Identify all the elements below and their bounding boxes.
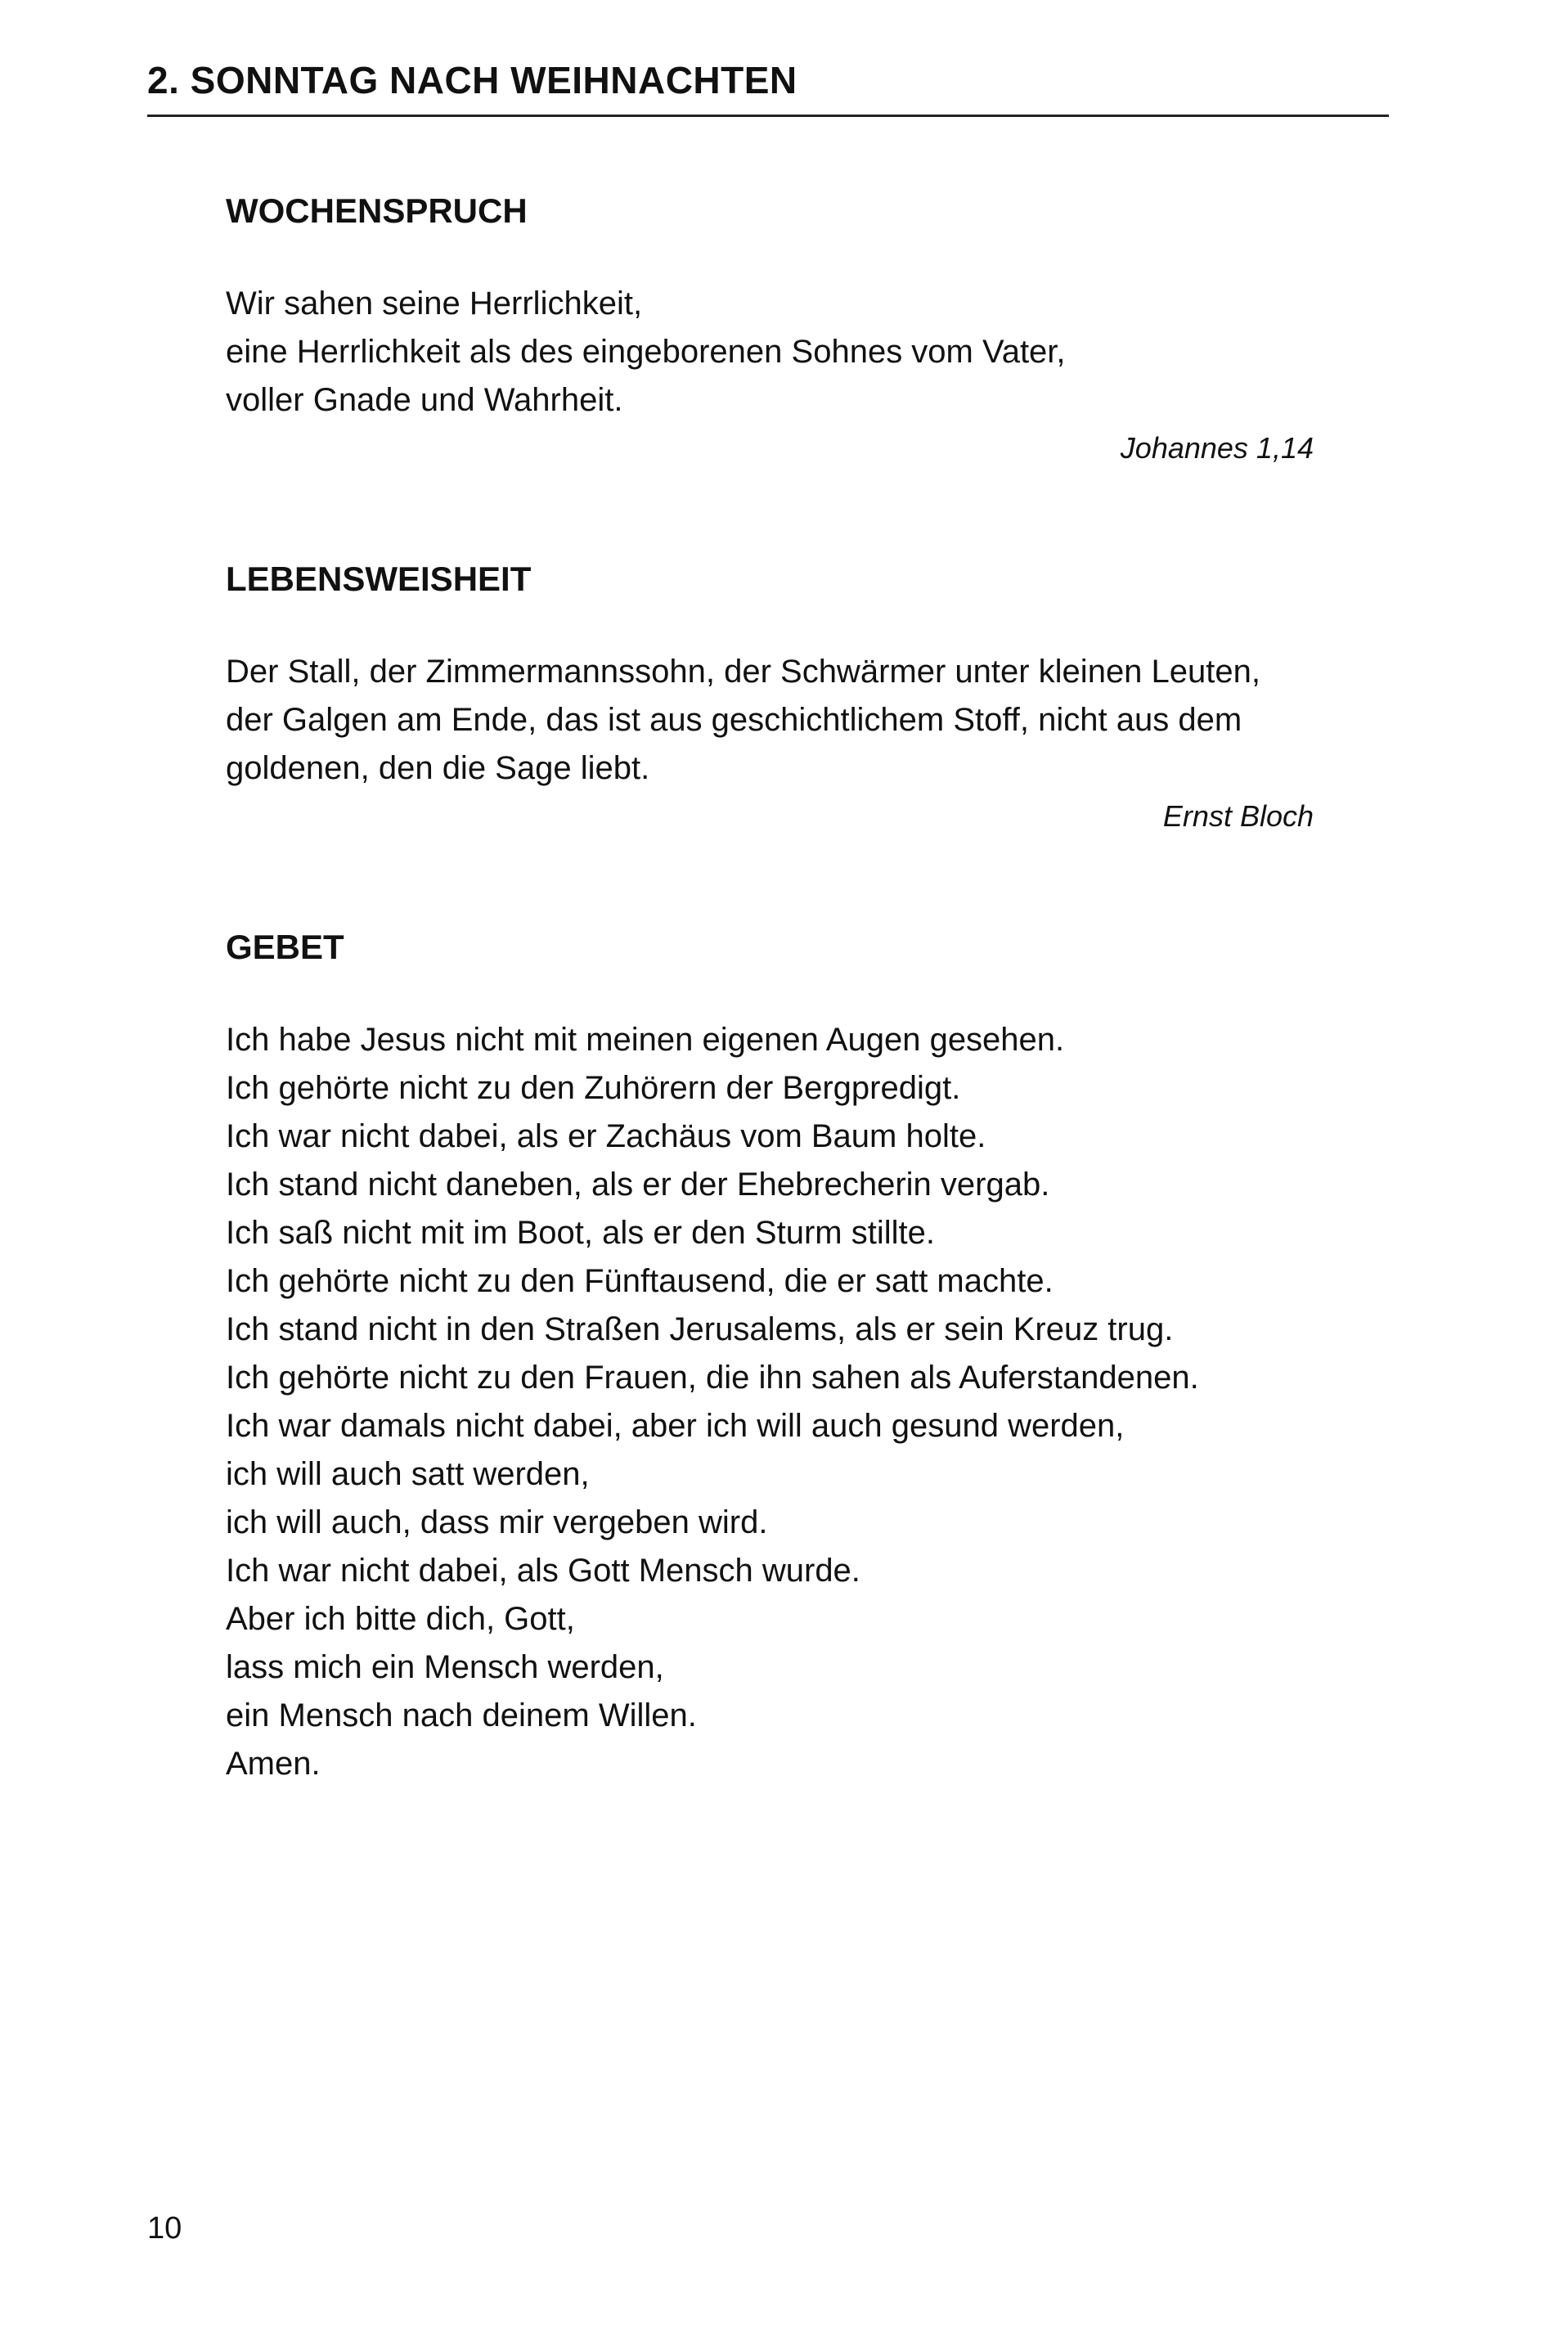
page-number: 10 <box>147 2211 182 2246</box>
text-line: ich will auch, dass mir vergeben wird. <box>226 1504 768 1540</box>
text-line: Ich stand nicht in den Straßen Jerusalems, als er sein Kreuz trug. <box>226 1311 1174 1347</box>
text-line: ich will auch satt werden, <box>226 1456 590 1492</box>
text-line: Ich war damals nicht dabei, aber ich will auch gesund werden, <box>226 1408 1125 1444</box>
text-line: Ich gehörte nicht zu den Frauen, die ihn sahen als Auferstandenen. <box>226 1360 1199 1396</box>
section-lebensweisheit <box>226 558 1314 837</box>
gebet-text <box>226 1016 1314 1788</box>
text-line: ein Mensch nach deinem Willen. <box>226 1697 697 1733</box>
text-line: Aber ich bitte dich, Gott, <box>226 1601 575 1637</box>
section-wochenspruch <box>226 190 1314 469</box>
text-line: Amen. <box>226 1746 321 1782</box>
text-line: Ich stand nicht daneben, als er der Ehebrecherin vergab. <box>226 1167 1050 1203</box>
text-line: Wir sahen seine Herrlichkeit, <box>226 286 643 321</box>
section-heading-wochenspruch: WOCHENSPRUCH <box>226 191 528 230</box>
section-heading-lebensweisheit: LEBENSWEISHEIT <box>226 560 532 598</box>
lebensweisheit-text <box>226 648 1314 793</box>
text-line: Ich war nicht dabei, als Gott Mensch wurde. <box>226 1553 860 1589</box>
text-line: voller Gnade und Wahrheit. <box>226 382 623 418</box>
text-line: Ich war nicht dabei, als er Zachäus vom Baum holte. <box>226 1118 986 1154</box>
text-line: Der Stall, der Zimmermannssohn, der Schwärmer unter kleinen Leuten, <box>226 654 1260 690</box>
text-line: Ich saß nicht mit im Boot, als er den Sturm stillte. <box>226 1215 935 1251</box>
text-line: der Galgen am Ende, das ist aus geschichtlichem Stoff, nicht aus dem <box>226 702 1242 738</box>
text-line: lass mich ein Mensch werden, <box>226 1649 664 1685</box>
wochenspruch-attribution: Johannes 1,14 <box>1120 431 1314 465</box>
wochenspruch-text <box>226 280 1314 425</box>
text-line: Ich gehörte nicht zu den Fünftausend, die er satt machte. <box>226 1263 1054 1299</box>
page-title: 2. SONNTAG NACH WEIHNACHTEN <box>147 59 797 101</box>
text-line: eine Herrlichkeit als des eingeborenen Sohnes vom Vater, <box>226 334 1066 370</box>
text-line: goldenen, den die Sage liebt. <box>226 750 650 786</box>
lebensweisheit-attribution: Ernst Bloch <box>1162 799 1314 833</box>
section-gebet <box>226 926 1314 1788</box>
text-line: Ich gehörte nicht zu den Zuhörern der Bergpredigt. <box>226 1070 961 1106</box>
text-line: Ich habe Jesus nicht mit meinen eigenen Augen gesehen. <box>226 1022 1065 1058</box>
section-heading-gebet: GEBET <box>226 928 344 966</box>
page-header <box>147 57 1389 117</box>
